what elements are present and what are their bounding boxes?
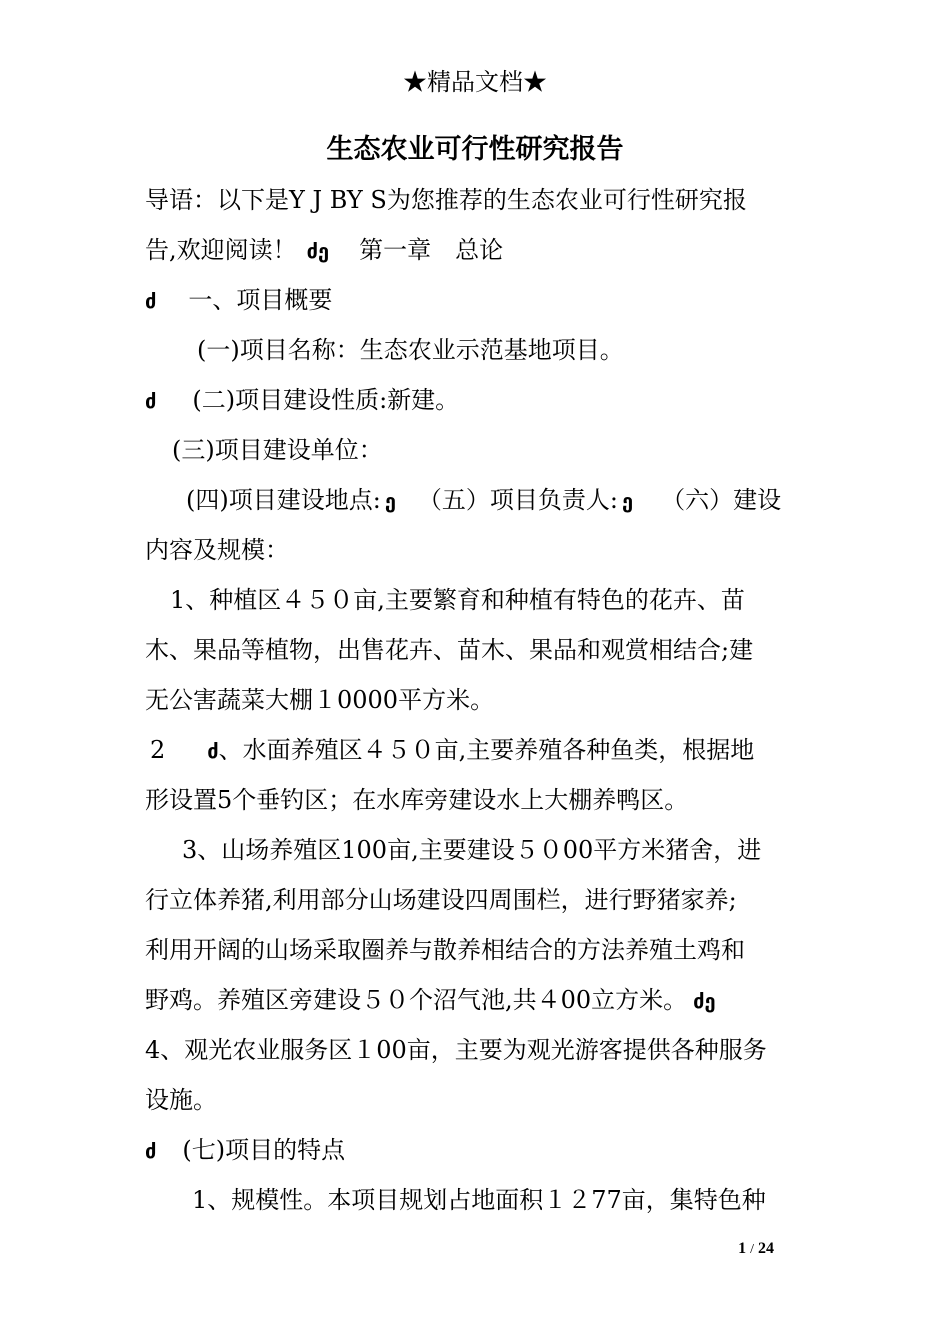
body-text: 3、山场养殖区100亩,主要建设５０00平方米猪舍，进 — [182, 836, 762, 864]
body-text: 4、观光农业服务区１00亩，主要为观光游客提供各种服务 — [145, 1036, 767, 1064]
paragraph-line — [145, 180, 747, 220]
body-text: 无公害蔬菜大棚１0000平方米。 — [145, 686, 495, 714]
paragraph-line — [172, 430, 383, 470]
item-text: (一)项目名称：生态农业示范基地项目。 — [197, 336, 624, 364]
page-current: 1 — [738, 1240, 747, 1257]
section-heading: (七)项目的特点 — [182, 1136, 346, 1164]
page-total: 24 — [758, 1240, 774, 1257]
paragraph-line — [145, 530, 289, 570]
section-heading: 一、项目概要 — [188, 286, 333, 314]
paragraph-mark-icon: ძე — [693, 989, 716, 1013]
paragraph-line — [145, 680, 494, 720]
paragraph-mark-icon: ძ — [145, 1139, 157, 1163]
body-text: 1、种植区４５０亩,主要繁育和种植有特色的花卉、苗 — [170, 586, 745, 614]
body-text: 、水面养殖区４５０亩,主要养殖各种鱼类，根据地 — [218, 736, 755, 764]
page-number — [738, 1240, 774, 1258]
intro-text: 导语：以下是Y J BY S为您推荐的生态农业可行性研究报 — [145, 186, 747, 214]
paragraph-line — [145, 380, 459, 421]
body-text: 野鸡。养殖区旁建设５０个沼气池,共４00立方米。 — [145, 986, 688, 1014]
body-text: 1、规模性。本项目规划占地面积１２77亩，集特色种 — [192, 1186, 766, 1214]
body-text: 设施。 — [145, 1086, 217, 1114]
paragraph-line — [145, 1130, 345, 1171]
body-text: 木、果品等植物，出售花卉、苗木、果品和观赏相结合;建 — [145, 636, 754, 664]
item-text: (三)项目建设单位： — [172, 436, 383, 464]
paragraph-line — [145, 880, 737, 920]
item-text: （六）建设 — [661, 486, 782, 514]
paragraph-line — [150, 730, 754, 771]
paragraph-line — [182, 830, 761, 870]
paragraph-line — [145, 280, 332, 321]
body-text: 利用开阔的山场采取圈养与散养相结合的方法养殖土鸡和 — [145, 936, 745, 964]
body-text: 2 — [150, 736, 166, 764]
item-text: (二)项目建设性质:新建。 — [192, 386, 460, 414]
body-text: 行立体养猪,利用部分山场建设四周围栏，进行野猪家养; — [145, 886, 737, 914]
paragraph-line — [145, 1080, 217, 1120]
item-text: （五）项目负责人: — [417, 486, 618, 514]
paragraph-line — [197, 330, 624, 370]
paragraph-mark-icon: ძ — [145, 289, 157, 313]
page-separator: / — [750, 1242, 754, 1257]
item-text: 内容及规模： — [145, 536, 289, 564]
paragraph-mark-icon: ძ — [207, 739, 219, 763]
paragraph-mark-icon: ძ — [145, 389, 157, 413]
paragraph-line — [145, 980, 716, 1021]
page-header: ★精品文档★ — [403, 68, 547, 96]
paragraph-line — [145, 780, 688, 820]
paragraph-line — [145, 1030, 767, 1070]
paragraph-line — [192, 1180, 766, 1220]
body-text: 形设置5个垂钓区；在水库旁建设水上大棚养鸭区。 — [145, 786, 689, 814]
paragraph-line — [145, 630, 753, 670]
intro-text: 告,欢迎阅读！ — [145, 236, 297, 264]
paragraph-line — [145, 930, 745, 970]
paragraph-mark-icon: ე — [622, 489, 634, 513]
paragraph-line — [145, 230, 503, 271]
chapter-heading: 第一章 总论 — [359, 236, 504, 264]
paragraph-mark-icon: ე — [384, 489, 396, 513]
paragraph-line — [186, 480, 781, 521]
paragraph-line — [170, 580, 745, 620]
paragraph-mark-icon: ძე — [306, 239, 330, 263]
document-title: 生态农业可行性研究报告 — [326, 134, 624, 165]
item-text: (四)项目建设地点: — [186, 486, 381, 514]
